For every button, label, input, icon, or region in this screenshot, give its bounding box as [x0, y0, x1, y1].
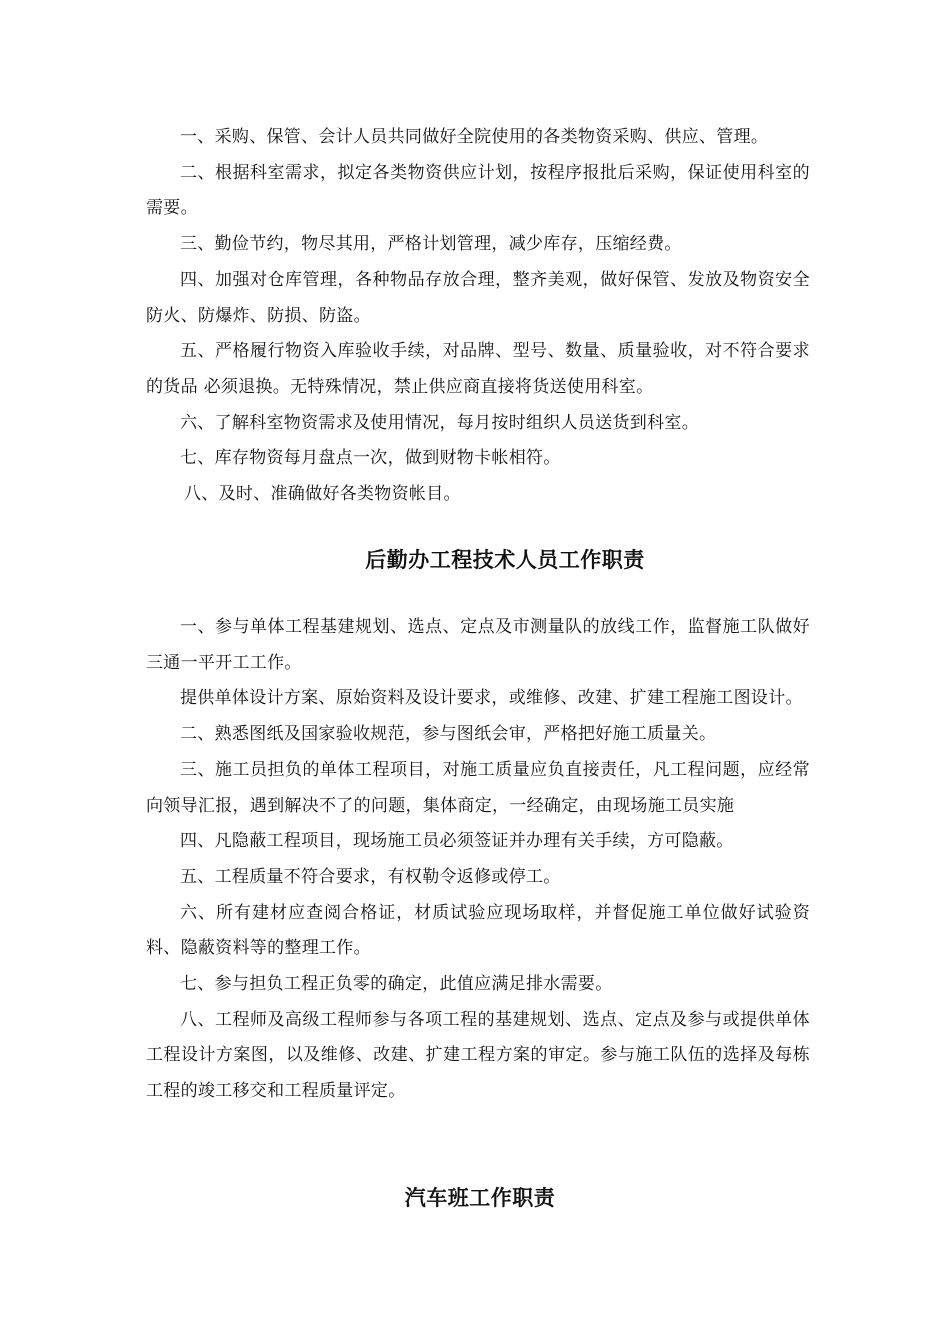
engineering-staff-heading: 后勤办工程技术人员工作职责	[365, 547, 645, 572]
engineering-paragraph-2: 提供单体设计方案、原始资料及设计要求，或维修、改建、扩建工程施工图设计。	[180, 688, 803, 709]
duty-paragraph-3: 三、勤俭节约，物尽其用，严格计划管理，减少库存，压缩经费。	[180, 234, 682, 255]
engineering-duties-section	[146, 610, 810, 1110]
materials-duties-section	[146, 120, 810, 513]
engineering-paragraph-4: 三、施工员担负的单体工程项目，对施工质量应负直接责任，凡工程问题，应经常向领导汇报，遇到解决不了的问题，集体商定，一经确定，由现场施工员实施	[146, 759, 810, 816]
duty-paragraph-7: 七、库存物资每月盘点一次，做到财物卡帐相符。	[180, 448, 561, 469]
duty-paragraph-2: 二、根据科室需求，拟定各类物资供应计划，按程序报批后采购，保证使用科室的需要。	[146, 162, 810, 219]
duty-paragraph-8: 八、及时、准确做好各类物资帐目。	[184, 484, 461, 505]
engineering-paragraph-7: 六、所有建材应查阅合格证，材质试验应现场取样，并督促施工单位做好试验资料、隐蔽资料等的整理工作。	[146, 902, 810, 959]
engineering-paragraph-9: 八、工程师及高级工程师参与各项工程的基建规划、选点、定点及参与或提供单体工程设计方案图，以及维修、改建、扩建工程方案的审定。参与施工队伍的选择及每栋工程的竣工移交和工程质量评定。	[146, 1009, 810, 1102]
engineering-paragraph-1: 一、参与单体工程基建规划、选点、定点及市测量队的放线工作，监督施工队做好三通一平开工工作。	[146, 617, 810, 673]
engineering-paragraph-6: 五、工程质量不符合要求，有权勒令返修或停工。	[180, 866, 561, 887]
duty-paragraph-6: 六、了解科室物资需求及使用情况，每月按时组织人员送货到科室。	[180, 412, 699, 433]
duty-paragraph-4: 四、加强对仓库管理，各种物品存放合理，整齐美观，做好保管、发放及物资安全防火、防爆炸、防损、防盗。	[146, 269, 810, 326]
engineering-paragraph-8: 七、参与担负工程正负零的确定，此值应满足排水需要。	[180, 974, 613, 995]
duty-paragraph-1: 一、采购、保管、会计人员共同做好全院使用的各类物资采购、供应、管理。	[180, 127, 769, 147]
engineering-paragraph-3: 二、熟悉图纸及国家验收规范，参与图纸会审，严格把好施工质量关。	[180, 724, 717, 745]
vehicle-team-heading: 汽车班工作职责	[404, 1185, 556, 1210]
duty-paragraph-5: 五、严格履行物资入库验收手续，对品牌、型号、数量、质量验收，对不符合要求的货品 必须退换。无特殊情况，禁止供应商直接将货送使用科室。	[146, 341, 810, 397]
engineering-paragraph-5: 四、凡隐蔽工程项目，现场施工员必须签证并办理有关手续，方可隐蔽。	[180, 831, 734, 852]
